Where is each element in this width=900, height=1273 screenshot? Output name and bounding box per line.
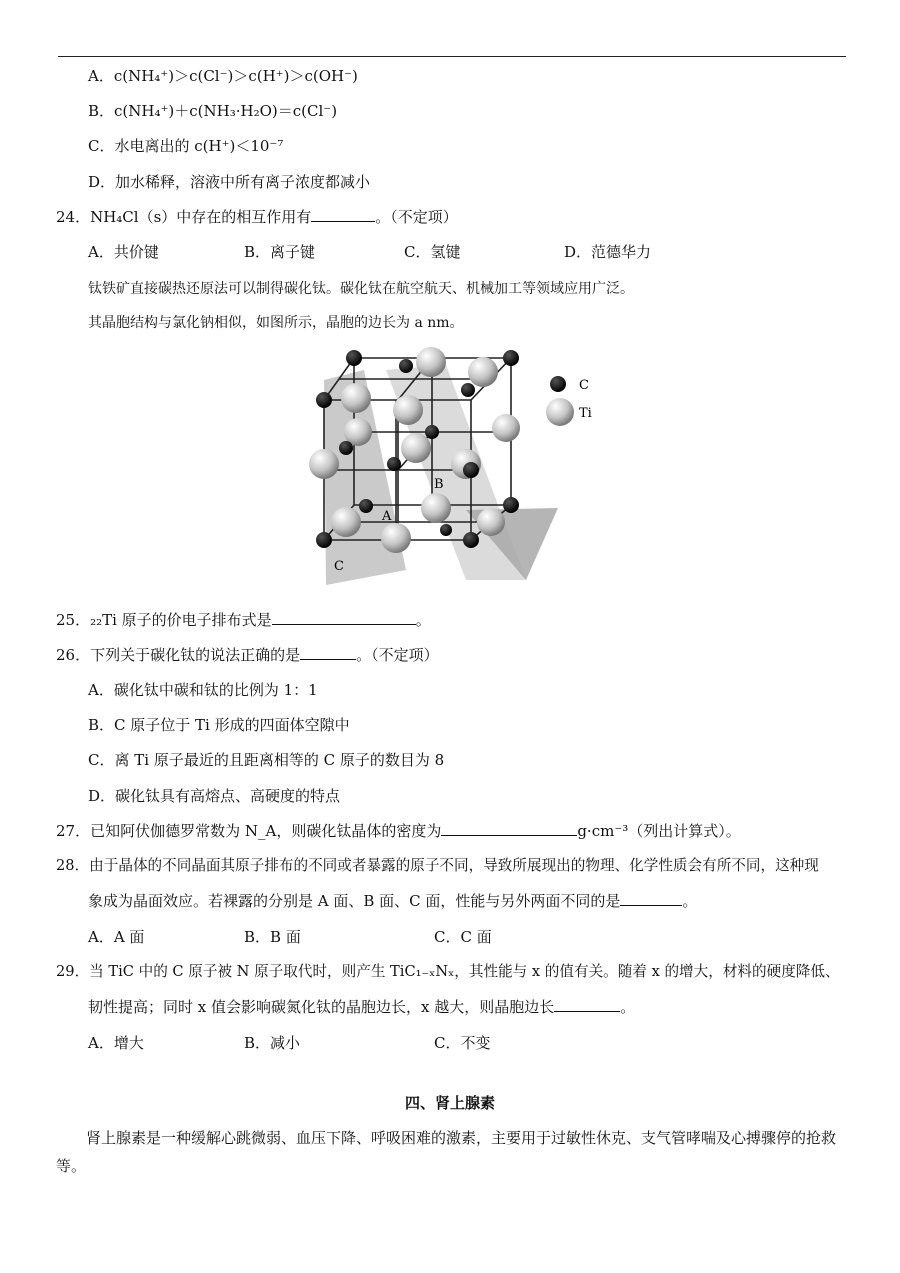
q29-line-2-prefix: 韧性提高；同时 x 值会影响碳氮化钛的晶胞边长，x 越大，则晶胞边长: [88, 998, 555, 1016]
q25-stem-prefix: 25．₂₂Ti 原子的价电子排布式是: [56, 611, 272, 629]
legend-c-icon: [550, 376, 566, 392]
plane-c-label: C: [334, 559, 344, 574]
q27-stem: [56, 821, 741, 841]
q29-answer-blank[interactable]: [554, 997, 620, 1012]
q28-line-1: 28．由于晶体的不同晶面其原子排布的不同或者暴露的原子不同，导致所展现出的物理、化学性质会有所不同，这种现: [56, 857, 819, 874]
q29-line-1: 29．当 TiC 中的 C 原子被 N 原子取代时，则产生 TiC₁₋ₓNₓ，其性能与 x 的值有关。随着 x 的增大，材料的硬度降低、: [56, 963, 840, 980]
q28-line-2-prefix: 象成为晶面效应。若裸露的分别是 A 面、B 面、C 面，性能与另外两面不同的是: [88, 892, 621, 910]
q26-option-b: B．C 原子位于 Ti 形成的四面体空隙中: [88, 716, 350, 734]
q25-answer-blank[interactable]: [272, 610, 416, 625]
q28-option-c: C．C 面: [434, 928, 492, 946]
q29-option-c: C．不变: [434, 1034, 491, 1052]
intro-line-2: 其晶胞结构与氯化钠相似，如图所示，晶胞的边长为 a nm。: [88, 315, 464, 331]
q26-stem-suffix: 。（不定项）: [356, 646, 439, 664]
q29-option-b: B．减小: [244, 1034, 301, 1052]
q26-option-c: C．离 Ti 原子最近的且距离相等的 C 原子的数目为 8: [88, 751, 445, 769]
legend-ti-label: Ti: [579, 406, 592, 421]
q24-answer-blank[interactable]: [311, 207, 375, 222]
legend-c-label: C: [579, 378, 589, 393]
q28-answer-blank[interactable]: [620, 891, 682, 906]
q26-option-a: A．碳化钛中碳和钛的比例为 1：1: [88, 681, 318, 699]
section-4-paragraph-text: 肾上腺素是一种缓解心跳微弱、血压下降、呼吸困难的激素，主要用于过敏性休克、支气管哮喘及心搏骤停的抢救等。: [56, 1129, 837, 1175]
q27-stem-prefix: 27．已知阿伏伽德罗常数为 N_A，则碳化钛晶体的密度为: [56, 822, 442, 840]
q27-stem-suffix: g·cm⁻³（列出计算式）。: [577, 822, 741, 840]
section-4-title: 四、肾上腺素: [404, 1094, 495, 1112]
q28-options: [88, 927, 492, 947]
q26-option-d: D．碳化钛具有高熔点、高硬度的特点: [88, 787, 341, 805]
q26-stem-prefix: 26．下列关于碳化钛的说法正确的是: [56, 646, 301, 664]
legend-ti-icon: [546, 398, 574, 426]
q28-option-a: A．A 面: [88, 928, 145, 946]
q27-answer-blank[interactable]: [441, 821, 577, 836]
q23-option-b: B．c(NH₄⁺)＋c(NH₃·H₂O)＝c(Cl⁻): [88, 102, 338, 120]
section-4-paragraph: [56, 1124, 846, 1180]
q28-line-2: [88, 891, 697, 911]
q23-option-d: D．加水稀释，溶液中所有离子浓度都减小: [88, 173, 371, 191]
intro-line-1: 钛铁矿直接碳热还原法可以制得碳化钛。碳化钛在航空航天、机械加工等领域应用广泛。: [88, 281, 634, 297]
plane-a-label: A: [382, 509, 392, 524]
q26-stem: [56, 645, 439, 665]
q28-line-2-suffix: 。: [682, 892, 698, 910]
q24-option-c: C．氢键: [404, 243, 461, 261]
q24-stem: [56, 207, 458, 227]
q24-options: [88, 242, 651, 262]
q29-line-2-suffix: 。: [620, 998, 636, 1016]
q29-line-2: [88, 997, 635, 1017]
q24-option-d: D．范德华力: [564, 243, 652, 261]
q24-stem-prefix: 24．NH₄Cl（s）中存在的相互作用有: [56, 208, 312, 226]
q24-stem-suffix: 。（不定项）: [375, 208, 458, 226]
q23-option-a: A．c(NH₄⁺)＞c(Cl⁻)＞c(H⁺)＞c(OH⁻): [88, 67, 358, 85]
q24-option-b: B．离子键: [244, 243, 316, 261]
q24-option-a: A．共价键: [88, 243, 159, 261]
q26-answer-blank[interactable]: [300, 645, 356, 660]
plane-b-label: B: [434, 477, 444, 492]
q23-option-c: C．水电离出的 c(H⁺)＜10⁻⁷: [88, 137, 284, 155]
q25-stem-suffix: 。: [415, 611, 431, 629]
crystal-cell-figure: [296, 340, 606, 585]
q29-options: [88, 1033, 490, 1053]
q29-option-a: A．增大: [88, 1034, 144, 1052]
q25-stem: [56, 610, 431, 630]
q28-option-b: B．B 面: [244, 928, 301, 946]
header-rule: [58, 56, 846, 57]
